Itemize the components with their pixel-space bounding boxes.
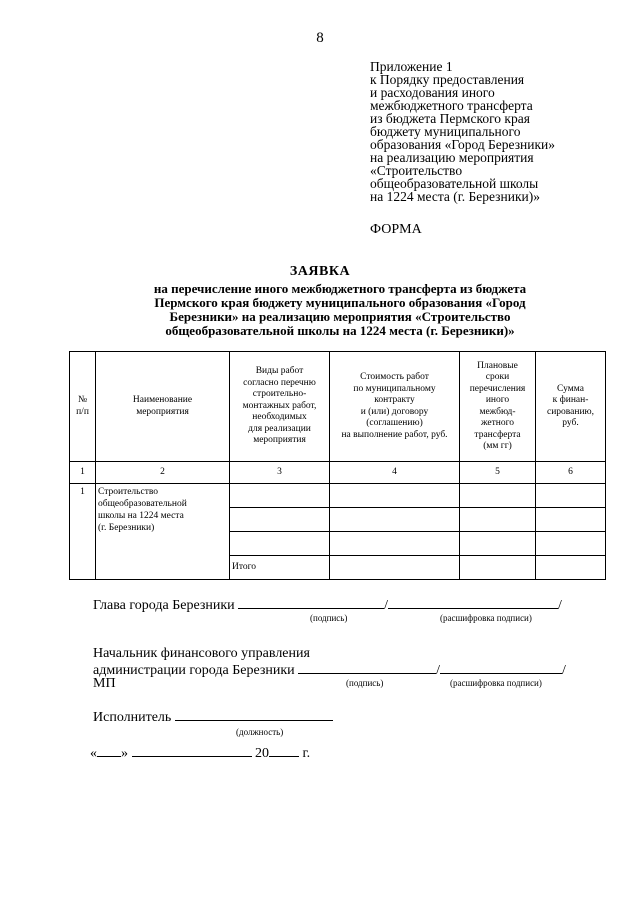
- header-line: на выполнение работ, руб.: [341, 429, 448, 440]
- work-type-cell: [230, 484, 330, 508]
- column-number: 2: [96, 462, 230, 484]
- schedule-cell: [460, 484, 536, 508]
- header-cell-cost: [330, 352, 460, 462]
- header-line: п/п: [76, 406, 89, 417]
- header-line: строительно-: [252, 389, 307, 400]
- page-number: 8: [316, 30, 324, 46]
- appendix-line: Приложение 1: [370, 59, 453, 74]
- activity-name-line: Строительство: [98, 487, 159, 497]
- header-line: Плановые: [477, 360, 518, 371]
- forma-label: ФОРМА: [370, 222, 422, 237]
- row-activity-name: [96, 484, 230, 580]
- amount-cell: [536, 508, 606, 532]
- appendix-line: на 1224 места (г. Березники)»: [370, 189, 540, 204]
- column-number: 6: [536, 462, 606, 484]
- header-line: Виды работ: [255, 366, 304, 377]
- executor-line: [93, 707, 333, 726]
- schedule-cell: [460, 508, 536, 532]
- total-label: Итого: [230, 556, 330, 580]
- finance-caption-decoding: (расшифровка подписи): [450, 678, 542, 688]
- finance-title-line2: администрации города Березники / /: [93, 660, 566, 677]
- finance-signature-field[interactable]: [298, 660, 436, 674]
- appendix-line: бюджету муниципального: [370, 124, 521, 139]
- head-label: Глава города Березники: [93, 598, 235, 613]
- appendix-line: «Строительство: [370, 163, 463, 178]
- appendix-line: общеобразовательной школы: [370, 176, 539, 191]
- header-line: согласно перечню: [243, 377, 316, 388]
- amount-cell: [536, 484, 606, 508]
- column-number: 4: [330, 462, 460, 484]
- header-line: к финан-: [552, 395, 589, 405]
- subtitle-line: Березники» на реализацию мероприятия «Строительство: [169, 309, 511, 324]
- header-line: (мм гг): [483, 441, 512, 451]
- appendix-line: межбюджетного трансферта: [370, 98, 533, 113]
- date-year-field[interactable]: [269, 743, 299, 757]
- column-number: 1: [70, 462, 96, 484]
- request-table: [69, 351, 606, 580]
- header-line: (соглашению): [366, 418, 423, 428]
- header-line: руб.: [562, 418, 579, 428]
- finance-title-line1: Начальник финансового управления: [93, 646, 310, 661]
- schedule-cell: [460, 532, 536, 556]
- subtitle-line: Пермского края бюджету муниципального образования «Город: [154, 295, 526, 310]
- header-line: сированию,: [546, 406, 595, 417]
- stamp-label: МП: [93, 676, 116, 691]
- header-line: перечисления: [469, 383, 526, 394]
- header-cell-number: [70, 352, 96, 462]
- appendix-line: к Порядку предоставления: [370, 72, 525, 87]
- date-open-quote: «: [90, 746, 97, 761]
- column-numbers-row: [70, 462, 606, 484]
- appendix-line: образования «Город Березники»: [370, 137, 556, 152]
- subtitle-line: на перечисление иного межбюджетного трансферта из бюджета: [153, 281, 527, 296]
- date-line: [90, 743, 310, 762]
- header-line: иного: [485, 395, 510, 405]
- header-line: Сумма: [557, 383, 584, 394]
- column-number: 3: [230, 462, 330, 484]
- activity-name-line: (г. Березники): [98, 523, 155, 533]
- head-caption-decoding: (расшифровка подписи): [440, 613, 532, 623]
- total-schedule-cell: [460, 556, 536, 580]
- header-cell-amount: [536, 352, 606, 462]
- column-number: 5: [460, 462, 536, 484]
- cost-cell: [330, 532, 460, 556]
- executor-caption-position: (должность): [236, 727, 284, 737]
- header-line: для реализации: [248, 423, 311, 434]
- header-cell-name: [96, 352, 230, 462]
- header-cell-work-types: [230, 352, 330, 462]
- header-line: мероприятия: [253, 435, 306, 446]
- document-title: ЗАЯВКА: [289, 264, 351, 279]
- cost-cell: [330, 484, 460, 508]
- header-cell-schedule: [460, 352, 536, 462]
- date-day-field[interactable]: [97, 743, 121, 757]
- date-month-field[interactable]: [132, 743, 252, 757]
- header-line: контракту: [374, 395, 415, 405]
- head-caption-signature: (подпись): [310, 613, 348, 623]
- subtitle-line: общеобразовательной школы на 1224 места (г. Березники)»: [165, 323, 515, 338]
- activity-name-line: школы на 1224 места: [98, 511, 184, 521]
- document-subtitle: [70, 282, 610, 338]
- executor-position-field[interactable]: [175, 707, 333, 721]
- appendix-block: [370, 60, 610, 203]
- finance-caption-signature: (подпись): [346, 678, 384, 688]
- row-index: 1: [70, 484, 96, 580]
- work-type-cell: [230, 508, 330, 532]
- header-line: №: [77, 395, 88, 405]
- header-line: трансферта: [474, 429, 521, 440]
- header-line: необходимых: [252, 412, 307, 423]
- header-line: Наименование: [132, 395, 193, 405]
- total-amount-cell: [536, 556, 606, 580]
- amount-cell: [536, 532, 606, 556]
- finance-decoding-field[interactable]: [440, 660, 562, 674]
- total-cost-cell: [330, 556, 460, 580]
- date-close-quote: »: [121, 746, 128, 761]
- activity-name-line: общеобразовательной: [98, 499, 187, 509]
- work-type-cell: [230, 532, 330, 556]
- header-line: жетного: [480, 418, 515, 428]
- table-header-row: [70, 352, 606, 462]
- date-year-suffix: г.: [302, 746, 311, 761]
- appendix-line: на реализацию мероприятия: [370, 150, 534, 165]
- header-line: сроки: [485, 372, 510, 382]
- header-line: и (или) договору: [360, 406, 429, 417]
- table-row: [70, 484, 606, 508]
- header-line: межбюд-: [479, 406, 516, 417]
- head-decoding-field[interactable]: [388, 595, 558, 609]
- head-signature-line: Глава города Березники / /: [93, 595, 562, 614]
- header-line: по муниципальному: [353, 383, 436, 394]
- cost-cell: [330, 508, 460, 532]
- header-line: монтажных работ,: [242, 400, 317, 411]
- executor-label: Исполнитель: [93, 710, 172, 725]
- date-year-prefix: 20: [255, 746, 269, 761]
- head-signature-field[interactable]: [238, 595, 384, 609]
- appendix-line: из бюджета Пермского края: [370, 111, 530, 126]
- appendix-line: и расходования иного: [370, 85, 495, 100]
- header-line: мероприятия: [136, 406, 189, 417]
- header-line: Стоимость работ: [360, 372, 429, 382]
